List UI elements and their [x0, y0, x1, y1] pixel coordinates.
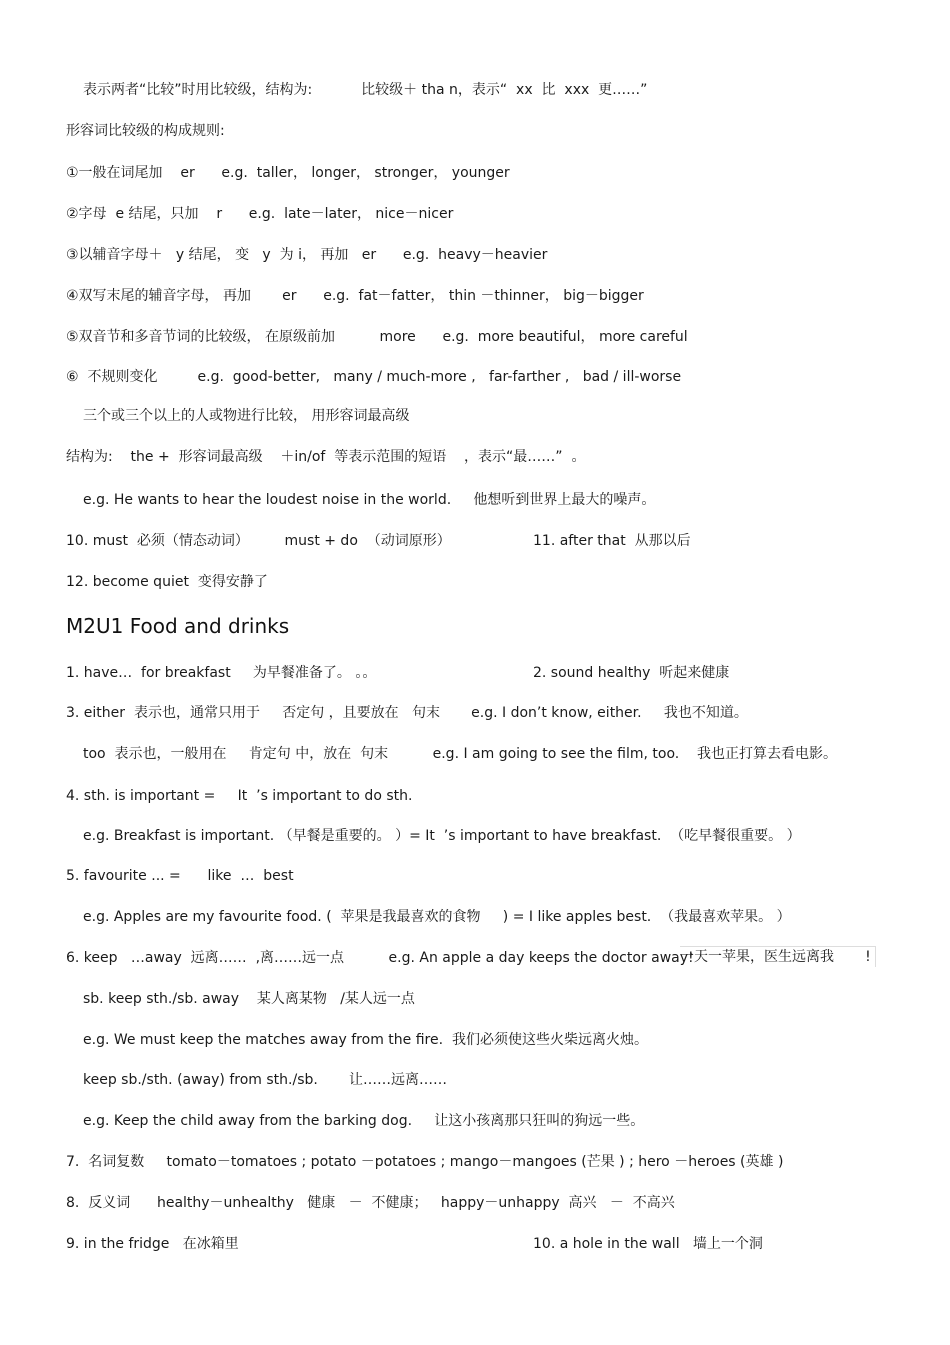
- rule-1: ①一般在词尾加 er e.g. taller， longer， stronger， younger: [66, 165, 510, 181]
- item-5-favourite: 5. favourite ... = like … best: [66, 868, 294, 884]
- keep-away-pattern: sb. keep sth./sb. away 某人离某物 /某人远一点: [83, 991, 415, 1007]
- item-6-keep-away: 6. keep …away 远离…… ,离……远一点 e.g. An apple a day keeps the doctor away!: [66, 950, 694, 966]
- rule-4: ④双写末尾的辅音字母， 再加 er e.g. fat－fatter， thin －thinner， big－bigger: [66, 288, 644, 304]
- item-10-must: 10. must 必须（情态动词） must + do （动词原形）: [66, 533, 451, 549]
- item-11-after-that: 11. after that 从那以后: [533, 533, 691, 549]
- item-4-important: 4. sth. is important = It ’s important to do sth.: [66, 788, 413, 804]
- rule-2: ②字母 e 结尾，只加 r e.g. late－later， nice－nicer: [66, 206, 454, 222]
- keep-from-example: e.g. Keep the child away from the barking dog. 让这小孩离那只狂叫的狗远一些。: [83, 1113, 645, 1129]
- comparative-rules-title: 形容词比较级的构成规则:: [66, 123, 225, 139]
- superlative-structure: 结构为: the + 形容词最高级 ＋in/of 等表示范围的短语 ，表示“最……” 。: [66, 449, 586, 465]
- item-7-plural-nouns: 7. 名词复数 tomato－tomatoes ; potato －potatoes ; mango－mangoes (芒果 ) ; hero －heroes (英雄 ): [66, 1154, 784, 1170]
- item-3-either: 3. either 表示也，通常只用于 否定句 ，且要放在 句末 e.g. I don’t know, either. 我也不知道。: [66, 705, 748, 721]
- item-2-sound-healthy: 2. sound healthy 听起来健康: [533, 665, 730, 681]
- superlative-example: e.g. He wants to hear the loudest noise in the world. 他想听到世界上最大的噪声。: [83, 492, 656, 508]
- item-12-become-quiet: 12. become quiet 变得安静了: [66, 574, 268, 590]
- section-heading: M2U1 Food and drinks: [66, 614, 290, 638]
- rule-3: ③以辅音字母＋ y 结尾， 变 y 为 i， 再加 er e.g. heavy－heavier: [66, 247, 548, 263]
- comparative-structure-line: 表示两者“比较”时用比较级，结构为: 比较级＋ tha n，表示“ xx 比 xxx 更……”: [83, 82, 648, 98]
- item-8-antonyms: 8. 反义词 healthy－unhealthy 健康 － 不健康； happy－unhappy 高兴 － 不高兴: [66, 1195, 675, 1211]
- rule-6: ⑥ 不规则变化 e.g. good-better, many / much-more , far-farther , bad / ill-worse: [66, 369, 682, 385]
- keep-from-pattern: keep sb./sth. (away) from sth./sb. 让……远离……: [83, 1072, 447, 1088]
- item-10-hole-in-wall: 10. a hole in the wall 墙上一个洞: [533, 1236, 763, 1252]
- rule-5: ⑤双音节和多音节词的比较级， 在原级前加 more e.g. more beautiful， more careful: [66, 329, 688, 345]
- keep-away-translation: 一天一苹果，医生远离我 !: [680, 946, 876, 967]
- important-example: e.g. Breakfast is important. （早餐是重要的。 ）= It ’s important to have breakfast. （吃早餐很重要。 ）: [83, 828, 801, 844]
- keep-away-example-1: e.g. We must keep the matches away from the fire. 我们必须使这些火柴远离火烛。: [83, 1032, 648, 1048]
- item-9-in-the-fridge: 9. in the fridge 在冰箱里: [66, 1236, 239, 1252]
- superlative-intro: 三个或三个以上的人或物进行比较， 用形容词最高级: [83, 408, 410, 424]
- item-1-have-for-breakfast: 1. have… for breakfast 为早餐准备了。 。。: [66, 665, 377, 681]
- too-usage: too 表示也，一般用在 肯定句 中，放在 句末 e.g. I am going to see the film, too. 我也正打算去看电影。: [83, 746, 838, 762]
- favourite-example: e.g. Apples are my favourite food. ( 苹果是我最喜欢的食物 ) = I like apples best. （我最喜欢苹果。 ）: [83, 909, 791, 925]
